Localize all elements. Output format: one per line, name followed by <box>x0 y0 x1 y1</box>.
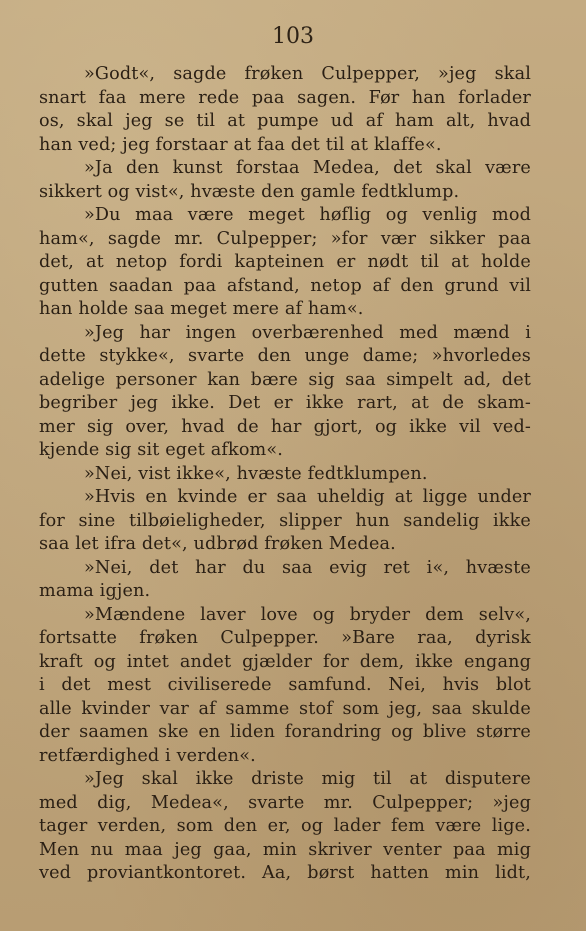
text-line: retfærdighed i verden«. <box>39 745 256 766</box>
page-number: 103 <box>272 24 314 49</box>
text-line: os, skal jeg se til at pumpe ud af ham alt, hvad <box>39 111 531 131</box>
text-line: alle kvinder var af samme stof som jeg, saa skulde <box>39 698 531 719</box>
text-line: »Nei, det har du saa evig ret i«, hvæste <box>84 557 531 578</box>
text-line: »Godt«, sagde frøken Culpepper, »jeg skal <box>84 64 531 84</box>
text-line: det, at netop fordi kapteinen er nødt til at holde <box>39 252 531 272</box>
text-line: »Nei, vist ikke«, hvæste fedtklumpen. <box>84 463 428 484</box>
text-line: »Jeg skal ikke driste mig til at disputere <box>84 769 531 789</box>
text-line: dette stykke«, svarte den unge dame; »hvorledes <box>39 346 531 366</box>
text-line: adelige personer kan bære sig saa simpelt ad, det <box>39 369 531 390</box>
text-line: tager verden, som den er, og lader fem være lige. <box>39 816 531 836</box>
text-line: i det mest civiliserede samfund. Nei, hvis blot <box>39 675 531 695</box>
text-line: for sine tilbøieligheder, slipper hun sandelig ikke <box>39 510 531 531</box>
text-line: snart faa mere rede paa sagen. Før han forlader <box>39 87 531 108</box>
text-line: mer sig over, hvad de har gjort, og ikke vil ved- <box>39 416 531 437</box>
text-line: gutten saadan paa afstand, netop af den grund vil <box>39 275 531 296</box>
text-line: »Du maa være meget høflig og venlig mod <box>84 205 531 225</box>
text-line: Men nu maa jeg gaa, min skriver venter paa mig <box>39 839 531 860</box>
text-line: mama igjen. <box>39 581 151 601</box>
text-line: sikkert og vist«, hvæste den gamle fedtklump. <box>39 181 460 202</box>
text-line: kraft og intet andet gjælder for dem, ikke engang <box>39 651 531 672</box>
text-line: »Ja den kunst forstaa Medea, det skal være <box>84 158 531 178</box>
body-text <box>39 63 531 886</box>
text-line: med dig, Medea«, svarte mr. Culpepper; »jeg <box>39 792 531 813</box>
text-line: kjende sig sit eget afkom«. <box>39 440 284 460</box>
text-line: begriber jeg ikke. Det er ikke rart, at de skam- <box>39 393 531 413</box>
text-line: han ved; jeg forstaar at faa det til at klaffe«. <box>39 134 442 155</box>
text-line: ham«, sagde mr. Culpepper; »for vær sikker paa <box>39 228 531 249</box>
text-line: saa let ifra det«, udbrød frøken Medea. <box>39 534 396 554</box>
text-line: »Jeg har ingen overbærenhed med mænd i <box>84 322 531 343</box>
text-line: »Hvis en kvinde er saa uheldig at ligge under <box>84 487 531 507</box>
text-line: ved proviantkontoret. Aa, børst hatten min lidt, <box>39 863 531 883</box>
text-line: fortsatte frøken Culpepper. »Bare raa, dyrisk <box>39 628 531 648</box>
text-line: »Mændene laver love og bryder dem selv«, <box>84 604 531 625</box>
text-line: han holde saa meget mere af ham«. <box>39 299 364 319</box>
text-line: der saamen ske en liden forandring og blive større <box>39 722 531 742</box>
